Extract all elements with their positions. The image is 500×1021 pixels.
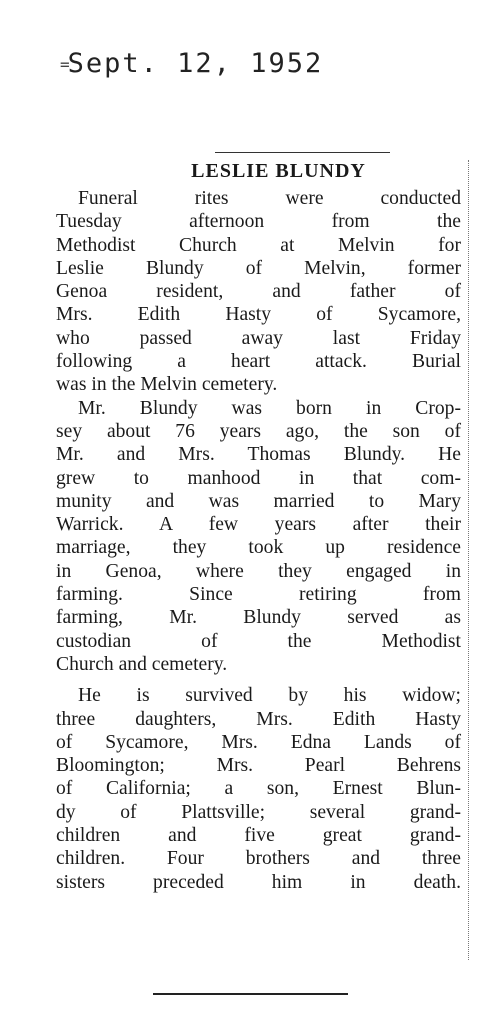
text-line: munity and was married to Mary: [56, 490, 461, 512]
text-line: following a heart attack. Burial: [56, 351, 461, 373]
text-line: Funeral rites were conducted: [78, 188, 461, 209]
bottom-rule: [153, 993, 348, 995]
text-line: Leslie Blundy of Melvin, former: [56, 257, 461, 279]
date-mark: =: [60, 55, 68, 74]
text-line: in Genoa, where they engaged in: [56, 560, 461, 582]
article-paragraph-3: [56, 684, 461, 894]
text-line: Tuesday afternoon from the: [56, 211, 461, 233]
text-line: of California; a son, Ernest Blun-: [56, 778, 461, 800]
newspaper-clipping: [56, 160, 461, 894]
date-text: Sept. 12, 1952: [67, 48, 324, 79]
text-line: sey about 76 years ago, the son of: [56, 420, 461, 442]
text-line: Mrs. Edith Hasty of Sycamore,: [56, 304, 461, 326]
text-line: children. Four brothers and three: [56, 848, 461, 870]
text-line: He is survived by his widow;: [78, 685, 461, 707]
text-line: Genoa resident, and father of: [56, 281, 461, 303]
text-line: Mr. Blundy was born in Crop-: [78, 397, 461, 419]
text-line: custodian of the Methodist: [56, 630, 461, 652]
text-line: dy of Plattsville; several grand-: [56, 801, 461, 823]
article-paragraph-1: [56, 187, 461, 397]
clipping-date: [60, 48, 323, 79]
text-line: grew to manhood in that com-: [56, 467, 461, 489]
text-line: Mr. and Mrs. Thomas Blundy. He: [56, 444, 461, 466]
text-line: farming, Mr. Blundy served as: [56, 607, 461, 629]
text-line: children and five great grand-: [56, 825, 461, 847]
text-line: Bloomington; Mrs. Pearl Behrens: [56, 755, 461, 777]
clipping-right-edge: [468, 160, 469, 960]
text-line: was in the Melvin cemetery.: [56, 374, 278, 396]
text-line: Methodist Church at Melvin for: [56, 234, 461, 256]
text-line: of Sycamore, Mrs. Edna Lands of: [56, 731, 461, 753]
article-headline: LESLIE BLUNDY: [191, 160, 366, 182]
top-rule: [215, 152, 390, 153]
text-line: Church and cemetery.: [56, 653, 228, 675]
text-line: who passed away last Friday: [56, 327, 461, 349]
text-line: sisters preceded him in death.: [56, 871, 461, 893]
text-line: three daughters, Mrs. Edith Hasty: [56, 708, 461, 730]
article-paragraph-2: [56, 397, 461, 677]
text-line: farming. Since retiring from: [56, 584, 461, 606]
text-line: marriage, they took up residence: [56, 537, 461, 559]
text-line: Warrick. A few years after their: [56, 514, 461, 536]
